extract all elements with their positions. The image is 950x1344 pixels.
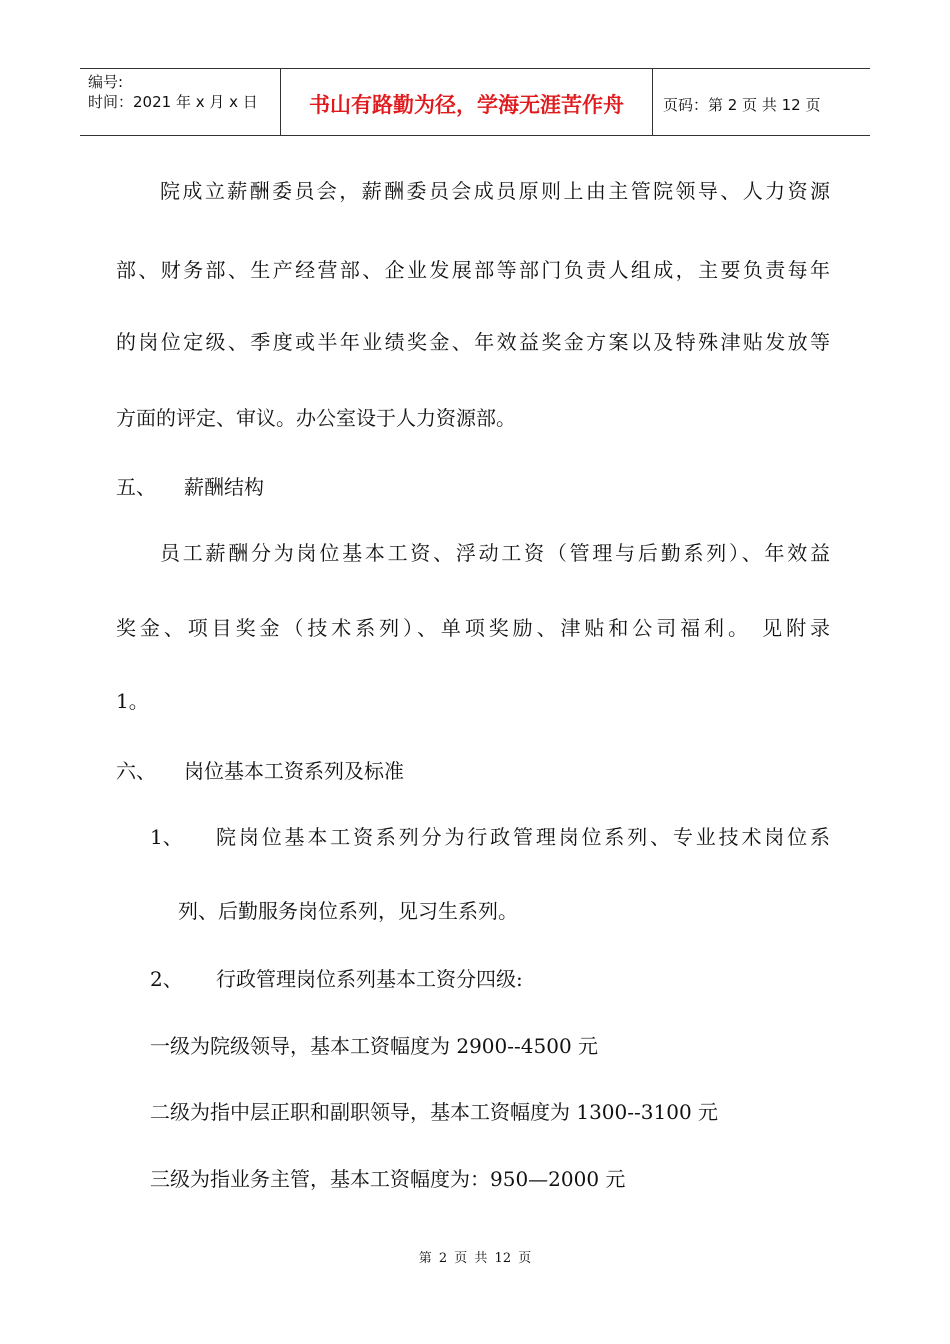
date-label: 时间：2021 年 x 月 x 日	[88, 93, 258, 111]
list-item-text: 行政管理岗位系列基本工资分四级:	[216, 967, 523, 991]
grade-line: 一级为院级领导，基本工资幅度为 2900--4500 元	[150, 1034, 599, 1058]
paragraph-line: 方面的评定、审议。办公室设于人力资源部。	[116, 406, 516, 430]
section-heading: 薪酬结构	[184, 475, 264, 499]
section-heading: 岗位基本工资系列及标准	[184, 759, 404, 783]
serial-number-label: 编号:	[88, 73, 124, 91]
grade-line: 二级为指中层正职和副职领导，基本工资幅度为 1300--3100 元	[150, 1100, 719, 1124]
list-item-number: 2、	[150, 967, 183, 991]
paragraph-line: 1。	[116, 689, 149, 713]
list-item-number: 1、	[150, 825, 183, 849]
page-footer: 第 2 页 共 12 页	[418, 1251, 532, 1266]
header-meta	[80, 69, 281, 135]
paragraph-line: 部、财务部、生产经营部、企业发展部等部门负责人组成，主要负责每年	[116, 258, 830, 282]
list-item-text: 院岗位基本工资系列分为行政管理岗位系列、专业技术岗位系	[216, 825, 830, 849]
section-number: 五、	[116, 475, 156, 499]
paragraph-line: 的岗位定级、季度或半年业绩奖金、年效益奖金方案以及特殊津贴发放等	[116, 330, 830, 354]
paragraph-line: 奖金、项目奖金（技术系列）、单项奖励、津贴和公司福利。 见附录	[116, 616, 830, 640]
header-motto: 书山有路勤为径，学海无涯苦作舟	[281, 69, 653, 135]
paragraph-line: 员工薪酬分为岗位基本工资、浮动工资（管理与后勤系列）、年效益	[160, 541, 830, 565]
grade-line: 三级为指业务主管，基本工资幅度为：950—2000 元	[150, 1167, 626, 1191]
list-item-text: 列、后勤服务岗位系列，见习生系列。	[178, 899, 518, 923]
section-number: 六、	[116, 759, 156, 783]
header-page-info: 页码：第 2 页 共 12 页	[663, 95, 821, 114]
document-header	[80, 68, 870, 136]
paragraph-line: 院成立薪酬委员会，薪酬委员会成员原则上由主管院领导、人力资源	[160, 179, 830, 203]
